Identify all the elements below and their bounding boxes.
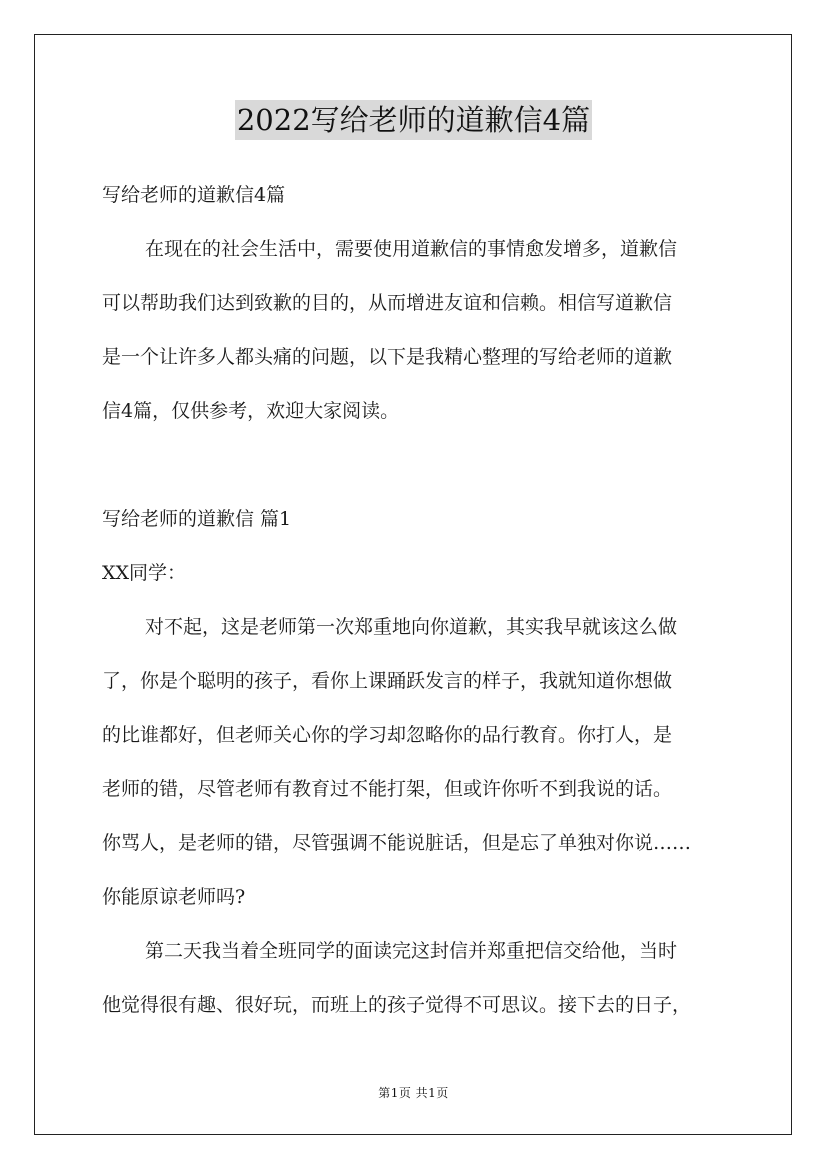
paragraph-line: 你骂人，是老师的错，尽管强调不能说脏话，但是忘了单独对你说…… xyxy=(102,832,692,854)
document-title-wrap xyxy=(0,100,827,140)
document-title: 2022写给老师的道歉信4篇 xyxy=(235,100,592,140)
paragraph-line: 是一个让许多人都头痛的问题，以下是我精心整理的写给老师的道歉 xyxy=(102,346,673,368)
paragraph-line: 对不起，这是老师第一次郑重地向你道歉，其实我早就该这么做 xyxy=(145,616,678,638)
paragraph-line: 信4篇，仅供参考，欢迎大家阅读。 xyxy=(102,400,400,422)
paragraph-line: 他觉得很有趣、很好玩，而班上的孩子觉得不可思议。接下去的日子， xyxy=(102,994,692,1016)
paragraph-line: 在现在的社会生活中，需要使用道歉信的事情愈发增多，道歉信 xyxy=(145,238,678,260)
subtitle-line: 写给老师的道歉信4篇 xyxy=(102,184,286,206)
paragraph-line: 你能原谅老师吗? xyxy=(102,886,246,908)
paragraph-line: 老师的错，尽管老师有教育过不能打架，但或许你听不到我说的话。 xyxy=(102,778,673,800)
paragraph-line: 了，你是个聪明的孩子，看你上课踊跃发言的样子，我就知道你想做 xyxy=(102,670,673,692)
paragraph-line: 第二天我当着全班同学的面读完这封信并郑重把信交给他，当时 xyxy=(145,940,678,962)
page-number: 第1页 共1页 xyxy=(378,1086,449,1100)
paragraph-line: 可以帮助我们达到致歉的目的，从而增进友谊和信赖。相信写道歉信 xyxy=(102,292,673,314)
paragraph-line: 的比谁都好，但老师关心你的学习却忽略你的品行教育。你打人，是 xyxy=(102,724,673,746)
section-heading: 写给老师的道歉信 篇1 xyxy=(102,508,292,530)
salutation: XX同学： xyxy=(102,562,187,584)
